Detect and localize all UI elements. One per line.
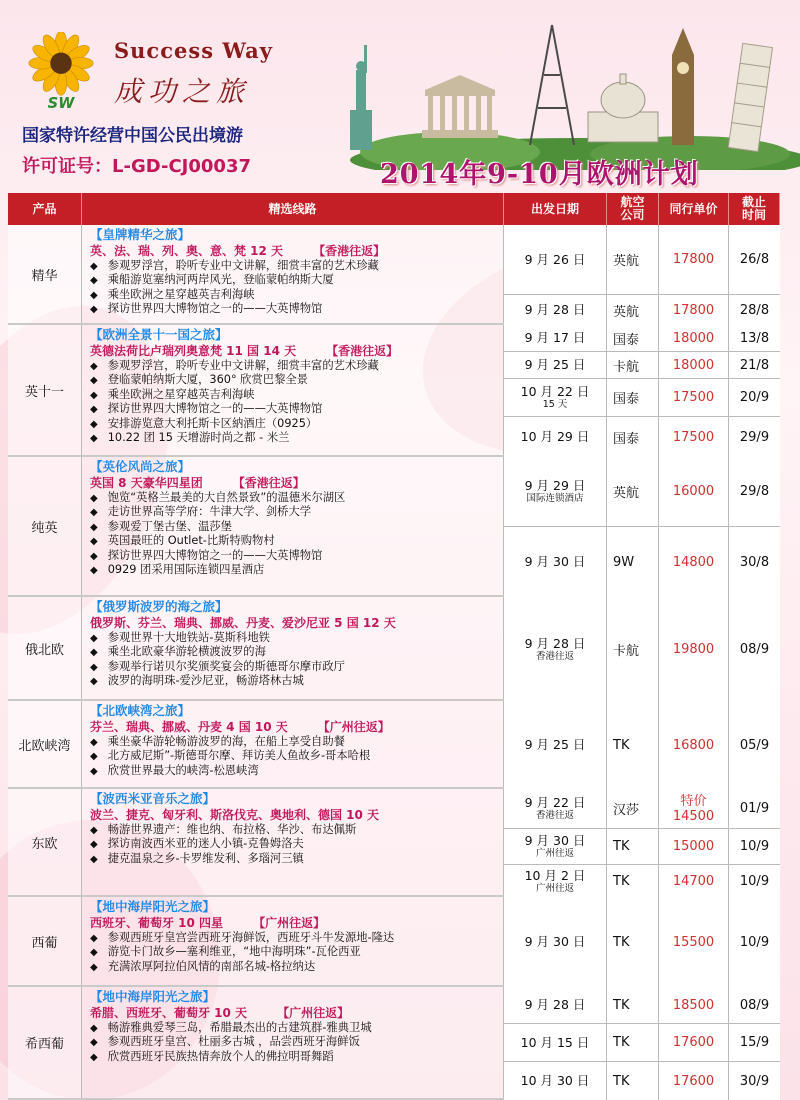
departure-note: 香港往返 (535, 650, 574, 662)
departure-date (504, 457, 607, 526)
departure-date (504, 1024, 607, 1061)
route-highlight-item: ◆ 充满浓厚阿拉伯风情的南部名城-格拉纳达 (90, 960, 497, 974)
price (659, 597, 729, 701)
route-tag: 【地中海岸阳光之旅】 (90, 899, 216, 914)
date-text: 10 月 30 日 (520, 1073, 590, 1088)
departure-row (504, 701, 780, 789)
airline: 国泰 (607, 325, 659, 351)
route-tag: 【北欧峡湾之旅】 (90, 703, 191, 718)
eiffel-tower-icon (530, 25, 574, 145)
product-name: 北欧峡湾 (8, 701, 82, 787)
deadline: 15/9 (729, 1024, 780, 1061)
route-return-city: 【广州往返】 (253, 916, 326, 930)
deadline: 05/9 (729, 701, 780, 789)
product-name: 希西葡 (8, 987, 82, 1098)
price (659, 987, 729, 1023)
route-highlights (90, 259, 497, 317)
itinerary-section (8, 325, 780, 457)
route-highlight-item: ◆ 参观爱丁堡古堡、温莎堡 (90, 520, 497, 534)
itinerary-section (8, 597, 780, 701)
price-value: 16800 (672, 737, 715, 753)
airline: 英航 (607, 457, 659, 526)
departure-note: 15 天 (542, 399, 568, 410)
departure-row (504, 789, 780, 829)
product-name: 精华 (8, 225, 82, 323)
column-header-route: 精选线路 (82, 193, 504, 225)
route-highlight-item: ◆ 登临蒙帕纳斯大厦，360° 欣赏巴黎全景 (90, 373, 497, 387)
price (659, 352, 729, 378)
price-value: 17500 (672, 390, 715, 405)
date-text: 9 月 26 日 (524, 251, 586, 267)
departure-row (504, 865, 780, 897)
departure-date (504, 295, 607, 325)
route-countries: 波兰、捷克、匈牙利、斯洛伐克、奥地利、德国 10 天 (90, 808, 380, 822)
route-return-city: 【广州往返】 (277, 1006, 350, 1020)
departure-note: 广州往返 (535, 848, 574, 859)
date-text: 9 月 22 日 (524, 795, 586, 810)
price (659, 527, 729, 597)
deadline: 08/9 (729, 597, 780, 701)
route-highlights (90, 823, 497, 866)
price-value: 14700 (672, 873, 715, 889)
parthenon-icon (422, 75, 498, 138)
route-details (82, 789, 504, 895)
plan-title: 2014年9-10月欧洲计划 (380, 159, 699, 190)
airline: 卡航 (607, 352, 659, 378)
price-value: 17600 (672, 1073, 715, 1089)
departure-date (504, 225, 607, 294)
route-highlight-item: ◆ 饱览“英格兰最美的大自然景致”的温德米尔湖区 (90, 491, 497, 505)
departure-note: 香港往返 (535, 810, 574, 821)
date-text: 9 月 28 日 (524, 302, 586, 317)
price (659, 325, 729, 351)
route-countries: 英国 8 天豪华四星团 (90, 476, 203, 490)
route-highlight-item: ◆ 参观世界十大地铁站-莫斯科地铁 (90, 631, 497, 645)
route-highlight-item: ◆ 走访世界高等学府：牛津大学、剑桥大学 (90, 505, 497, 519)
departure-row (504, 987, 780, 1024)
date-text: 9 月 25 日 (524, 737, 586, 752)
route-countries: 英、法、瑞、列、奥、意、梵 12 天 (90, 244, 284, 258)
departure-row (504, 597, 780, 701)
special-price-label: 特价 (680, 793, 707, 809)
route-highlight-item: ◆ 乘船游览塞纳河两岸风光，登临蒙帕纳斯大厦 (90, 273, 497, 287)
departure-row (504, 829, 780, 865)
departure-date (504, 527, 607, 597)
product-name: 俄北欧 (8, 597, 82, 699)
european-landmarks-illustration (330, 20, 800, 170)
column-header-depart: 出发日期 (504, 193, 607, 225)
departure-row (504, 417, 780, 457)
deadline: 10/9 (729, 897, 780, 987)
airline: TK (607, 1024, 659, 1061)
departure-note: 国际连锁酒店 (526, 493, 584, 504)
airline: 9W (607, 527, 659, 597)
price-value: 17800 (672, 302, 715, 318)
deadline: 26/8 (729, 225, 780, 294)
price-value: 18000 (672, 330, 715, 346)
route-details (82, 457, 504, 595)
departure-row (504, 325, 780, 352)
itinerary-section (8, 789, 780, 897)
route-highlight-item: ◆ 欣赏西班牙民族热情奔放个人的佛拉明哥舞蹈 (90, 1050, 497, 1064)
sunflower-logo (22, 32, 100, 112)
deadline: 28/8 (729, 295, 780, 325)
product-name: 东欧 (8, 789, 82, 895)
column-header-product: 产品 (8, 193, 82, 225)
price (659, 457, 729, 526)
departure-row (504, 457, 780, 527)
brand-name-cn: 成功之旅 (114, 75, 251, 108)
route-highlight-item: ◆ 乘坐北欧豪华游轮横渡波罗的海 (90, 645, 497, 659)
route-highlight-item: ◆ 畅游雅典爱琴三岛，希腊最杰出的古建筑群-雅典卫城 (90, 1021, 497, 1035)
departure-row (504, 897, 780, 987)
price-value: 18000 (672, 357, 715, 373)
route-highlight-item: ◆ 畅游世界遗产：维也纳、布拉格、华沙、布达佩斯 (90, 823, 497, 837)
route-highlights (90, 931, 497, 974)
price-value: 16000 (672, 484, 715, 499)
route-tag: 【地中海岸阳光之旅】 (90, 989, 216, 1004)
route-details (82, 325, 504, 455)
date-text: 9 月 30 日 (524, 833, 586, 848)
deadline: 13/8 (729, 325, 780, 351)
big-ben-icon (672, 28, 694, 145)
price (659, 1062, 729, 1100)
route-return-city: 【广州往返】 (317, 720, 390, 734)
capitol-dome-icon (588, 74, 658, 142)
route-highlight-item: ◆ 探访世界四大博物馆之一的——大英博物馆 (90, 402, 497, 416)
route-countries: 希腊、西班牙、葡萄牙 10 天 (90, 1006, 248, 1020)
departure-date (504, 829, 607, 864)
airline: TK (607, 829, 659, 864)
departure-date (504, 325, 607, 351)
product-name: 英十一 (8, 325, 82, 455)
price (659, 789, 729, 828)
deadline: 21/8 (729, 352, 780, 378)
deadline: 10/9 (729, 865, 780, 897)
route-highlight-item: ◆ 安排游览意大利托斯卡区納酒庄（0925） (90, 417, 497, 431)
price-value: 14800 (672, 554, 715, 570)
route-highlight-item: ◆ 北方威尼斯”-斯德哥尔摩、拜访美人鱼故乡-哥本哈根 (90, 749, 497, 763)
price-value: 17800 (672, 252, 715, 267)
deadline: 20/9 (729, 379, 780, 416)
price-value: 17600 (672, 1035, 715, 1050)
airline: 国泰 (607, 417, 659, 457)
route-highlight-item: ◆ 参观举行诺贝尔奖颁奖宴会的斯德哥尔摩市政厅 (90, 660, 497, 674)
price (659, 1024, 729, 1061)
route-highlights (90, 491, 497, 577)
route-highlight-item: ◆ 游览卡门故乡—塞利维亚，“地中海明珠”-瓦伦西亚 (90, 945, 497, 959)
airline: 英航 (607, 295, 659, 325)
airline: TK (607, 897, 659, 987)
route-summary (90, 807, 497, 823)
statue-of-liberty-icon (350, 45, 372, 150)
route-highlight-item: ◆ 探访世界四大博物馆之一的——大英博物馆 (90, 302, 497, 316)
route-highlight-item: ◆ 乘坐欧洲之星穿越英吉利海峡 (90, 288, 497, 302)
route-summary (90, 719, 497, 735)
departure-row (504, 1024, 780, 1062)
price-value: 15000 (672, 839, 715, 854)
itinerary-section (8, 897, 780, 987)
license-number: 许可证号：L-GD-CJ00037 (22, 156, 251, 177)
price (659, 379, 729, 416)
departure-date (504, 1062, 607, 1100)
price-value: 15500 (672, 934, 715, 950)
deadline: 10/9 (729, 829, 780, 864)
departure-date (504, 897, 607, 987)
itinerary-section (8, 457, 780, 597)
route-highlight-item: ◆ 参观西班牙皇宫、杜丽多古城 ，品尝西班牙海鲜饭 (90, 1035, 497, 1049)
product-name: 西葡 (8, 897, 82, 985)
departure-row (504, 225, 780, 295)
itinerary-section (8, 225, 780, 325)
date-text: 10 月 15 日 (520, 1034, 590, 1050)
route-highlight-item: ◆ 英国最旺的 Outlet-比斯特购物村 (90, 534, 497, 548)
departure-date (504, 987, 607, 1023)
route-highlight-item: ◆ 波罗的海明珠-爱沙尼亚，畅游塔林古城 (90, 674, 497, 688)
route-countries: 西班牙、葡萄牙 10 四星 (90, 916, 224, 930)
route-summary (90, 915, 497, 931)
price (659, 701, 729, 789)
route-highlight-item: ◆ 参观罗浮宫，聆听专业中文讲解，细赏丰富的艺术珍藏 (90, 359, 497, 373)
date-text: 10 月 22 日 (520, 384, 590, 399)
date-text: 9 月 28 日 (524, 635, 586, 651)
route-highlights (90, 631, 497, 689)
route-highlight-item: ◆ 欣赏世界最大的峡湾-松恩峡湾 (90, 764, 497, 778)
route-tag: 【波西米亚音乐之旅】 (90, 791, 216, 806)
license-title: 国家特许经营中国公民出境游 (22, 126, 243, 146)
airline: TK (607, 1062, 659, 1100)
deadline: 30/9 (729, 1062, 780, 1100)
price-value: 19800 (672, 641, 715, 657)
departure-date (504, 865, 607, 897)
route-return-city: 【香港往返】 (326, 344, 399, 358)
route-details (82, 987, 504, 1098)
route-tag: 【欧洲全景十一国之旅】 (90, 327, 228, 342)
price (659, 417, 729, 457)
route-summary (90, 343, 497, 359)
departure-row (504, 295, 780, 325)
airline: 国泰 (607, 379, 659, 416)
column-header-deadline: 截止时间 (729, 193, 780, 225)
column-header-price: 同行单价 (659, 193, 729, 225)
date-text: 9 月 25 日 (524, 357, 586, 372)
price (659, 897, 729, 987)
airline: 汉莎 (607, 789, 659, 828)
airline: TK (607, 701, 659, 789)
price-value: 18500 (672, 997, 715, 1013)
departure-date (504, 417, 607, 457)
route-highlights (90, 735, 497, 778)
brand-name-en: Success Way (114, 38, 273, 63)
departure-date (504, 352, 607, 378)
deadline: 30/8 (729, 527, 780, 597)
route-summary (90, 243, 497, 259)
date-text: 9 月 30 日 (524, 554, 586, 569)
route-highlight-item: ◆ 探访南波西米亚的迷人小镇-克鲁姆洛夫 (90, 837, 497, 851)
route-highlight-item: ◆ 探访世界四大博物馆之一的——大英博物馆 (90, 549, 497, 563)
product-name: 纯英 (8, 457, 82, 595)
date-text: 9 月 28 日 (524, 997, 586, 1012)
route-return-city: 【香港往返】 (232, 476, 305, 490)
deadline: 01/9 (729, 789, 780, 828)
departure-row (504, 352, 780, 379)
date-text: 10 月 29 日 (520, 429, 590, 444)
route-highlight-item: ◆ 参观西班牙皇宫尝西班牙海鲜饭，西班牙斗牛发源地-隆达 (90, 931, 497, 945)
route-details (82, 897, 504, 985)
route-details (82, 701, 504, 787)
departure-date (504, 789, 607, 828)
route-countries: 俄罗斯、芬兰、瑞典、挪威、丹麦、爱沙尼亚 5 国 12 天 (90, 616, 396, 630)
svg-text:SW: SW (47, 95, 75, 112)
route-highlight-item: ◆ 乘坐豪华游轮畅游波罗的海，在船上享受自助餐 (90, 735, 497, 749)
column-header-airline: 航空公司 (607, 193, 659, 225)
itinerary-section (8, 701, 780, 789)
leaning-tower-pisa-icon (728, 43, 772, 151)
route-details (82, 597, 504, 699)
route-highlight-item: ◆ 捷克温泉之乡-卡罗维发利、多瑙河三镇 (90, 852, 497, 866)
date-text: 10 月 2 日 (524, 867, 586, 883)
route-highlight-item: ◆ 0929 团采用国际连锁四星酒店 (90, 563, 497, 577)
date-text: 9 月 17 日 (524, 330, 586, 345)
airline: 卡航 (607, 597, 659, 701)
price (659, 829, 729, 864)
airline: TK (607, 865, 659, 897)
departure-note: 广州往返 (535, 882, 574, 894)
poster-header (0, 0, 800, 193)
route-highlights (90, 359, 497, 445)
route-countries: 英德法荷比卢瑞列奥意梵 11 国 14 天 (90, 344, 297, 358)
departure-date (504, 701, 607, 789)
route-highlights (90, 1021, 497, 1064)
departure-date (504, 597, 607, 701)
route-highlight-item: ◆ 乘坐欧洲之星穿越英吉利海峡 (90, 388, 497, 402)
route-summary (90, 1005, 497, 1021)
route-tag: 【皇牌精华之旅】 (90, 227, 191, 242)
itinerary-section (8, 987, 780, 1100)
price (659, 865, 729, 897)
date-text: 9 月 30 日 (524, 934, 586, 949)
route-summary (90, 615, 497, 631)
airline: TK (607, 987, 659, 1023)
price-value: 17500 (672, 429, 715, 445)
date-text: 9 月 29 日 (524, 478, 586, 493)
airline: 英航 (607, 225, 659, 294)
price-value: 14500 (672, 808, 715, 824)
route-return-city: 【香港往返】 (313, 244, 386, 258)
route-countries: 芬兰、瑞典、挪威、丹麦 4 国 10 天 (90, 720, 288, 734)
route-details (82, 225, 504, 323)
deadline: 08/9 (729, 987, 780, 1023)
route-highlight-item: ◆ 10.22 团 15 天增游时尚之都 - 米兰 (90, 431, 497, 445)
deadline: 29/8 (729, 457, 780, 526)
deadline: 29/9 (729, 417, 780, 457)
route-tag: 【英伦风尚之旅】 (90, 459, 191, 474)
departure-date (504, 379, 607, 416)
departure-row (504, 1062, 780, 1100)
price (659, 225, 729, 294)
route-highlight-item: ◆ 参观罗浮宫，聆听专业中文讲解，细赏丰富的艺术珍藏 (90, 259, 497, 273)
route-summary (90, 475, 497, 491)
departure-row (504, 379, 780, 417)
price (659, 295, 729, 325)
route-tag: 【俄罗斯波罗的海之旅】 (90, 599, 228, 614)
departure-row (504, 527, 780, 597)
